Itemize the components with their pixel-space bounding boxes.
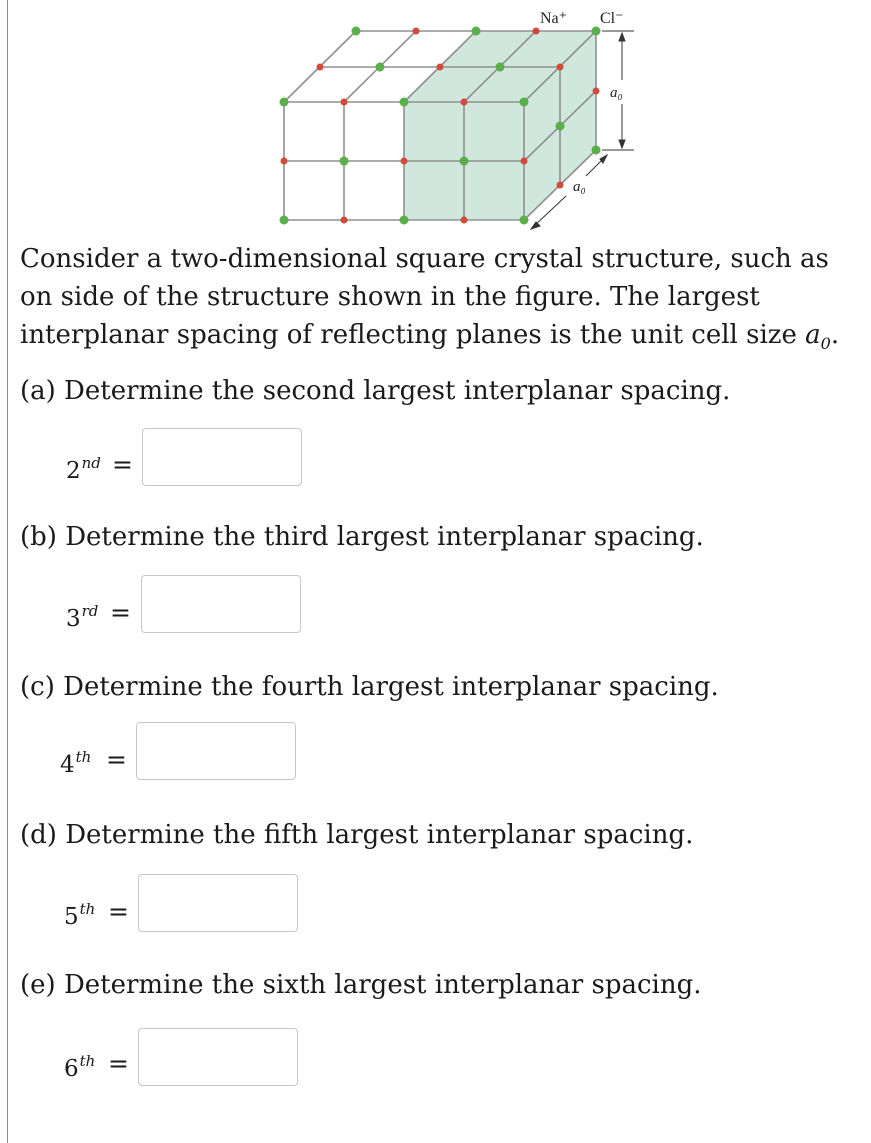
answer-d-input[interactable] <box>138 874 298 932</box>
answer-b-equals: = <box>110 598 131 627</box>
answer-c-equals: = <box>106 745 127 774</box>
problem-statement: Consider a two-dimensional square crystal structure, such as on side of the structure shown in the figure. The largest interplanar spacing of reflecting planes is the unit cell size $a_0$. <box>20 244 840 354</box>
answer-b-input[interactable] <box>141 575 301 633</box>
diagonal-a0-label: a₀ <box>573 179 586 195</box>
left-border <box>7 0 8 1143</box>
question-d: (d) Determine the fifth largest interplanar spacing. <box>20 820 694 850</box>
answer-b-label: 3rd <box>66 602 99 632</box>
answer-d-equals: = <box>108 897 129 926</box>
question-b: (b) Determine the third largest interplanar spacing. <box>20 522 704 552</box>
nacl-crystal-figure <box>250 5 650 235</box>
a0-symbol: $a_0$ <box>805 320 831 354</box>
question-a: (a) Determine the second largest interplanar spacing. <box>20 376 731 406</box>
question-e: (e) Determine the sixth largest interplanar spacing. <box>20 970 702 1000</box>
answer-a-label: 2nd <box>66 454 101 484</box>
answer-c-label: 4th <box>60 748 92 778</box>
answer-e-input[interactable] <box>138 1028 298 1086</box>
answer-e-label: 6th <box>64 1052 96 1082</box>
chlorine-label: Cl⁻ <box>600 10 624 27</box>
question-c: (c) Determine the fourth largest interplanar spacing. <box>20 672 719 702</box>
intro-text: Consider a two-dimensional square crystal structure, such as on side of the structure shown in the figure. The largest interplanar spacing of reflecting planes is the unit cell size <box>20 244 829 350</box>
answer-a-input[interactable] <box>142 428 302 486</box>
answer-e-equals: = <box>108 1049 129 1078</box>
answer-c-input[interactable] <box>136 722 296 780</box>
vertical-a0-label: a₀ <box>610 85 623 101</box>
sodium-label: Na⁺ <box>540 10 568 27</box>
answer-d-label: 5th <box>64 900 96 930</box>
answer-a-equals: = <box>112 450 133 479</box>
